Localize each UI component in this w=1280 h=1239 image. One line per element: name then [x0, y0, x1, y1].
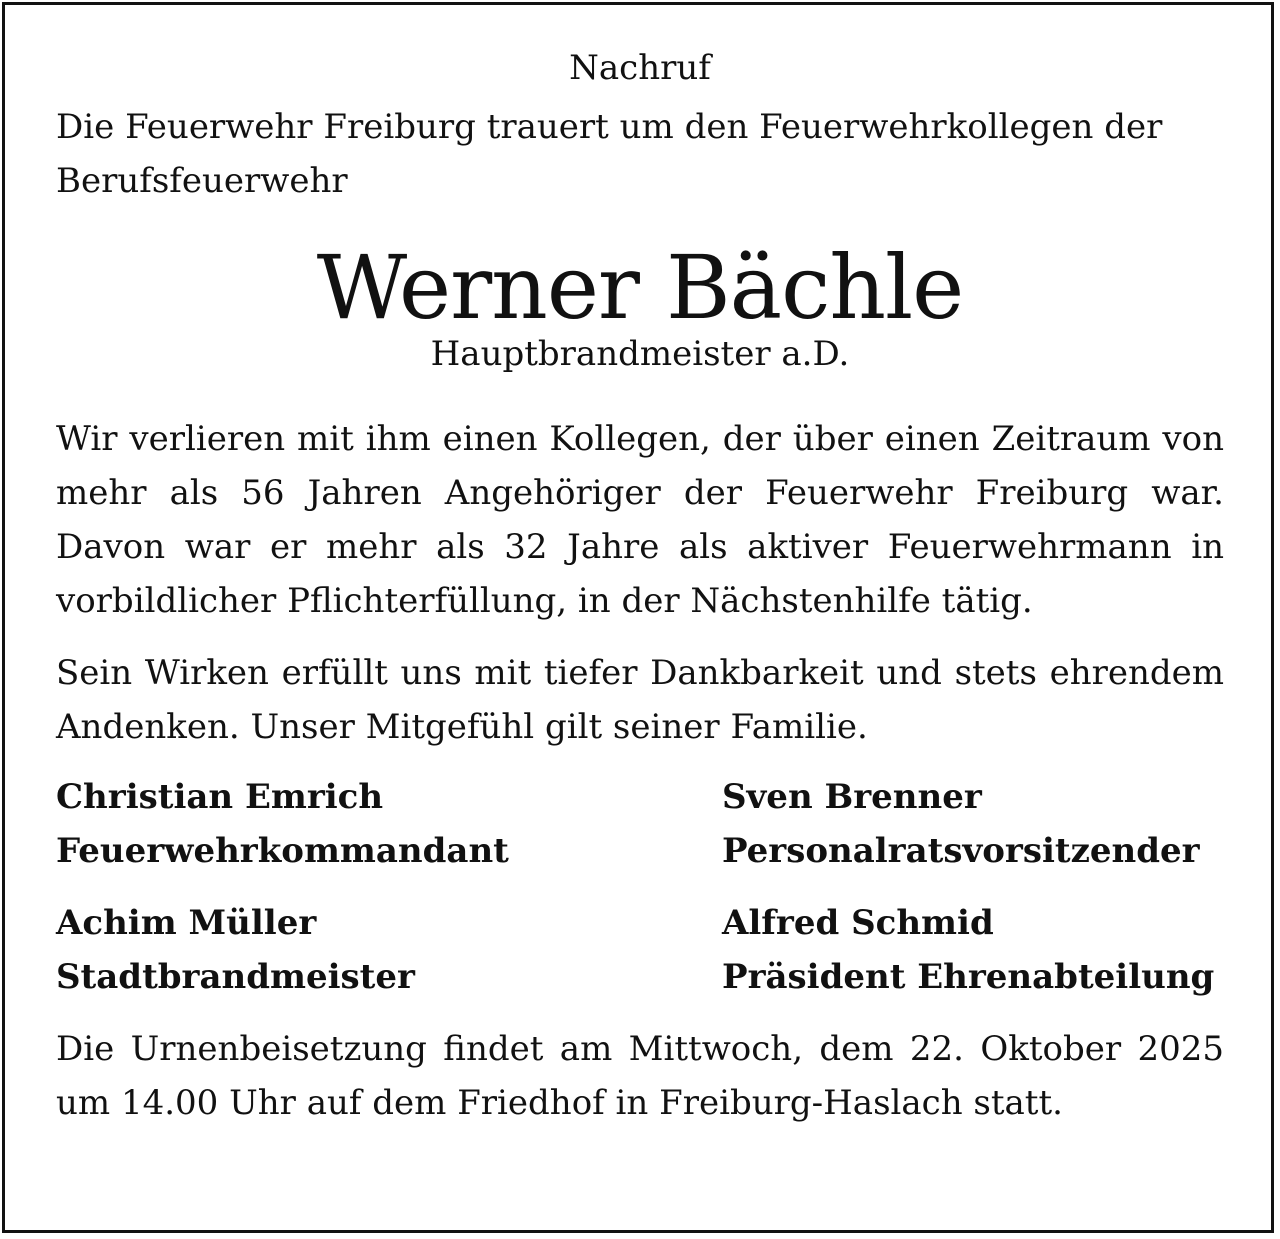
intro-text: Die Feuerwehr Freiburg trauert um den Feuerwehrkollegen der Berufsfeuerwehr: [56, 107, 1163, 201]
signer: [722, 770, 1224, 878]
signer-name: Achim Müller: [56, 903, 317, 943]
signer: [722, 896, 1224, 1004]
signer-title: Stadtbrandmeister: [56, 957, 415, 997]
tribute-paragraph: Wir verlieren mit ihm einen Kollegen, der über einen Zeitraum von mehr als 56 Jahren Angehöriger der Feuerwehr Freiburg war. Davon war er mehr als 32 Jahre als aktiver Feuerwehrmann in vorbildlicher Pflichterfüllung, in der Nächstenhilfe tätig.: [56, 419, 1224, 621]
signers-grid: [56, 770, 1224, 1004]
signer-title: Feuerwehrkommandant: [56, 831, 509, 871]
signer-title: Personalratsvorsitzender: [722, 831, 1200, 871]
signer-name: Alfred Schmid: [722, 903, 994, 943]
signer: [56, 896, 722, 1004]
deceased-name: Werner Bächle: [316, 236, 964, 339]
signer-name: Sven Brenner: [722, 777, 982, 817]
deceased-rank: Hauptbrandmeister a.D.: [430, 334, 850, 374]
condolence-paragraph: Sein Wirken erfüllt uns mit tiefer Dankbarkeit und stets ehrendem Andenken. Unser Mitgefühl gilt seiner Familie.: [56, 653, 1224, 747]
signer-name: Christian Emrich: [56, 777, 384, 817]
signer: [56, 770, 722, 878]
notice-heading: Nachruf: [569, 48, 711, 88]
signer-title: Präsident Ehrenabteilung: [722, 957, 1215, 997]
obituary-content: [56, 48, 1224, 1130]
funeral-info: Die Urnenbeisetzung findet am Mittwoch, dem 22. Oktober 2025 um 14.00 Uhr auf dem Friedhof in Freiburg-Haslach statt.: [56, 1029, 1224, 1123]
